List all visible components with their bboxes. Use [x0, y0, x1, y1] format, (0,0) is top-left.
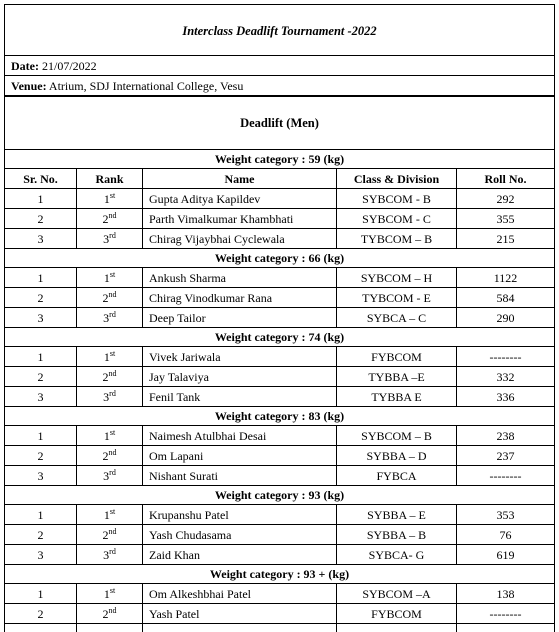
table-row: [5, 584, 555, 604]
rank-ordinal-suffix: rd: [109, 547, 116, 556]
weight-category-label: Weight category : 93 + (kg): [5, 565, 555, 584]
rank-ordinal-suffix: nd: [109, 606, 117, 615]
rank-ordinal-suffix: st: [110, 270, 115, 279]
weight-category-label: Weight category : 66 (kg): [5, 249, 555, 268]
rank-ordinal-suffix: nd: [109, 369, 117, 378]
class-division-cell: TYBBA –E: [337, 367, 457, 387]
name-cell: Jay Talaviya: [143, 367, 337, 387]
rank-number: 1: [104, 350, 110, 364]
event-subtitle: Deadlift (Men): [5, 96, 555, 150]
class-division-cell: SYBBA – E: [337, 505, 457, 525]
table-row: [5, 367, 555, 387]
header-sr-no: Sr. No.: [5, 169, 77, 189]
roll-no-cell: 290: [457, 308, 555, 328]
class-division-cell: SYBCA – C: [337, 308, 457, 328]
rank-cell: [77, 189, 143, 209]
results-table: [4, 4, 555, 632]
roll-no-cell: 237: [457, 446, 555, 466]
weight-category-row: [5, 150, 555, 169]
sr-no-cell: 1: [5, 268, 77, 288]
table-row: [5, 268, 555, 288]
table-row: [5, 426, 555, 446]
rank-ordinal-suffix: nd: [109, 527, 117, 536]
class-division-cell: SYBCOM – H: [337, 268, 457, 288]
class-division-cell: SYBCOM – B: [337, 426, 457, 446]
header-class-division: Class & Division: [337, 169, 457, 189]
class-division-cell: FYBCOM: [337, 347, 457, 367]
rank-ordinal-suffix: rd: [109, 231, 116, 240]
weight-category-label: Weight category : 59 (kg): [5, 150, 555, 169]
rank-number: 3: [103, 548, 109, 562]
roll-no-cell: 238: [457, 426, 555, 446]
date-label: Date:: [11, 59, 39, 73]
rank-ordinal-suffix: st: [110, 507, 115, 516]
table-row: [5, 209, 555, 229]
empty-cell: [457, 624, 555, 632]
name-cell: Parth Vimalkumar Khambhati: [143, 209, 337, 229]
roll-no-cell: 332: [457, 367, 555, 387]
rank-ordinal-suffix: st: [110, 428, 115, 437]
table-row: [5, 525, 555, 545]
table-row: [5, 604, 555, 624]
name-cell: Zaid Khan: [143, 545, 337, 565]
table-row: [5, 545, 555, 565]
weight-category-row: [5, 565, 555, 584]
class-division-cell: TYBBA E: [337, 387, 457, 407]
rank-number: 1: [104, 508, 110, 522]
name-cell: Yash Patel: [143, 604, 337, 624]
weight-category-label: Weight category : 74 (kg): [5, 328, 555, 347]
rank-cell: [77, 209, 143, 229]
name-cell: Om Alkeshbhai Patel: [143, 584, 337, 604]
class-division-cell: FYBCOM: [337, 604, 457, 624]
empty-cell: [143, 624, 337, 632]
class-division-cell: SYBCA- G: [337, 545, 457, 565]
name-cell: Nishant Surati: [143, 466, 337, 486]
roll-no-cell: --------: [457, 347, 555, 367]
rank-ordinal-suffix: st: [110, 191, 115, 200]
roll-no-cell: 353: [457, 505, 555, 525]
roll-no-cell: 336: [457, 387, 555, 407]
rank-number: 2: [103, 212, 109, 226]
class-division-cell: SYBBA – B: [337, 525, 457, 545]
header-roll-no: Roll No.: [457, 169, 555, 189]
rank-cell: [77, 387, 143, 407]
name-cell: Ankush Sharma: [143, 268, 337, 288]
rank-cell: [77, 584, 143, 604]
sr-no-cell: 2: [5, 209, 77, 229]
table-row: [5, 308, 555, 328]
roll-no-cell: --------: [457, 466, 555, 486]
roll-no-cell: 355: [457, 209, 555, 229]
sr-no-cell: 1: [5, 347, 77, 367]
name-cell: Gupta Aditya Kapildev: [143, 189, 337, 209]
empty-cell: [337, 624, 457, 632]
rank-number: 1: [104, 271, 110, 285]
sr-no-cell: 2: [5, 446, 77, 466]
name-cell: Fenil Tank: [143, 387, 337, 407]
sr-no-cell: 2: [5, 604, 77, 624]
rank-number: 3: [103, 232, 109, 246]
name-cell: Om Lapani: [143, 446, 337, 466]
sr-no-cell: 3: [5, 229, 77, 249]
rank-ordinal-suffix: st: [110, 349, 115, 358]
rank-number: 3: [103, 390, 109, 404]
class-division-cell: SYBCOM - C: [337, 209, 457, 229]
rank-cell: [77, 268, 143, 288]
rank-number: 2: [103, 528, 109, 542]
sr-no-cell: 3: [5, 387, 77, 407]
weight-category-row: [5, 249, 555, 268]
venue-value: Atrium, SDJ International College, Vesu: [49, 79, 243, 93]
roll-no-cell: 619: [457, 545, 555, 565]
rank-cell: [77, 367, 143, 387]
roll-no-cell: 292: [457, 189, 555, 209]
rank-ordinal-suffix: nd: [109, 448, 117, 457]
sr-no-cell: 3: [5, 545, 77, 565]
rank-ordinal-suffix: rd: [109, 389, 116, 398]
class-division-cell: SYBCOM –A: [337, 584, 457, 604]
rank-cell: [77, 525, 143, 545]
sr-no-cell: 1: [5, 505, 77, 525]
roll-no-cell: 215: [457, 229, 555, 249]
table-row: [5, 466, 555, 486]
weight-category-row: [5, 328, 555, 347]
column-header-row: [5, 169, 555, 189]
rank-cell: [77, 347, 143, 367]
table-row: [5, 387, 555, 407]
rank-cell: [77, 466, 143, 486]
table-continuation-row: [5, 624, 555, 632]
weight-category-row: [5, 407, 555, 426]
name-cell: Deep Tailor: [143, 308, 337, 328]
rank-cell: [77, 604, 143, 624]
name-cell: Chirag Vijaybhai Cyclewala: [143, 229, 337, 249]
rank-number: 1: [104, 587, 110, 601]
sr-no-cell: 2: [5, 525, 77, 545]
roll-no-cell: 138: [457, 584, 555, 604]
rank-number: 2: [103, 607, 109, 621]
rank-cell: [77, 308, 143, 328]
header-rank: Rank: [77, 169, 143, 189]
rank-number: 3: [103, 311, 109, 325]
venue-label: Venue:: [11, 79, 47, 93]
date-line: [5, 56, 555, 76]
weight-category-label: Weight category : 83 (kg): [5, 407, 555, 426]
rank-cell: [77, 426, 143, 446]
class-division-cell: SYBCOM - B: [337, 189, 457, 209]
roll-no-cell: 76: [457, 525, 555, 545]
roll-no-cell: 1122: [457, 268, 555, 288]
rank-cell: [77, 229, 143, 249]
rank-cell: [77, 446, 143, 466]
sr-no-cell: 1: [5, 426, 77, 446]
rank-ordinal-suffix: nd: [109, 211, 117, 220]
empty-cell: [5, 624, 77, 632]
table-row: [5, 189, 555, 209]
weight-category-label: Weight category : 93 (kg): [5, 486, 555, 505]
class-division-cell: FYBCA: [337, 466, 457, 486]
rank-number: 2: [103, 291, 109, 305]
rank-number: 3: [103, 469, 109, 483]
name-cell: Krupanshu Patel: [143, 505, 337, 525]
class-division-cell: TYBCOM - E: [337, 288, 457, 308]
header-name: Name: [143, 169, 337, 189]
roll-no-cell: --------: [457, 604, 555, 624]
name-cell: Naimesh Atulbhai Desai: [143, 426, 337, 446]
document-title: Interclass Deadlift Tournament -2022: [5, 5, 555, 56]
sr-no-cell: 1: [5, 584, 77, 604]
rank-ordinal-suffix: rd: [109, 468, 116, 477]
roll-no-cell: 584: [457, 288, 555, 308]
rank-cell: [77, 505, 143, 525]
results-document: [4, 4, 554, 632]
venue-line: [5, 76, 555, 97]
class-division-cell: SYBBA – D: [337, 446, 457, 466]
table-row: [5, 446, 555, 466]
table-row: [5, 229, 555, 249]
rank-cell: [77, 545, 143, 565]
rank-cell: [77, 288, 143, 308]
table-row: [5, 288, 555, 308]
sr-no-cell: 3: [5, 466, 77, 486]
sr-no-cell: 1: [5, 189, 77, 209]
date-value: 21/07/2022: [42, 59, 97, 73]
rank-ordinal-suffix: nd: [109, 290, 117, 299]
name-cell: Chirag Vinodkumar Rana: [143, 288, 337, 308]
rank-number: 1: [104, 429, 110, 443]
rank-ordinal-suffix: rd: [109, 310, 116, 319]
rank-number: 2: [103, 449, 109, 463]
name-cell: Yash Chudasama: [143, 525, 337, 545]
rank-ordinal-suffix: st: [110, 586, 115, 595]
table-row: [5, 347, 555, 367]
sr-no-cell: 2: [5, 288, 77, 308]
table-row: [5, 505, 555, 525]
weight-category-row: [5, 486, 555, 505]
empty-cell: [77, 624, 143, 632]
sr-no-cell: 3: [5, 308, 77, 328]
sr-no-cell: 2: [5, 367, 77, 387]
rank-number: 1: [104, 192, 110, 206]
rank-number: 2: [103, 370, 109, 384]
name-cell: Vivek Jariwala: [143, 347, 337, 367]
class-division-cell: TYBCOM – B: [337, 229, 457, 249]
